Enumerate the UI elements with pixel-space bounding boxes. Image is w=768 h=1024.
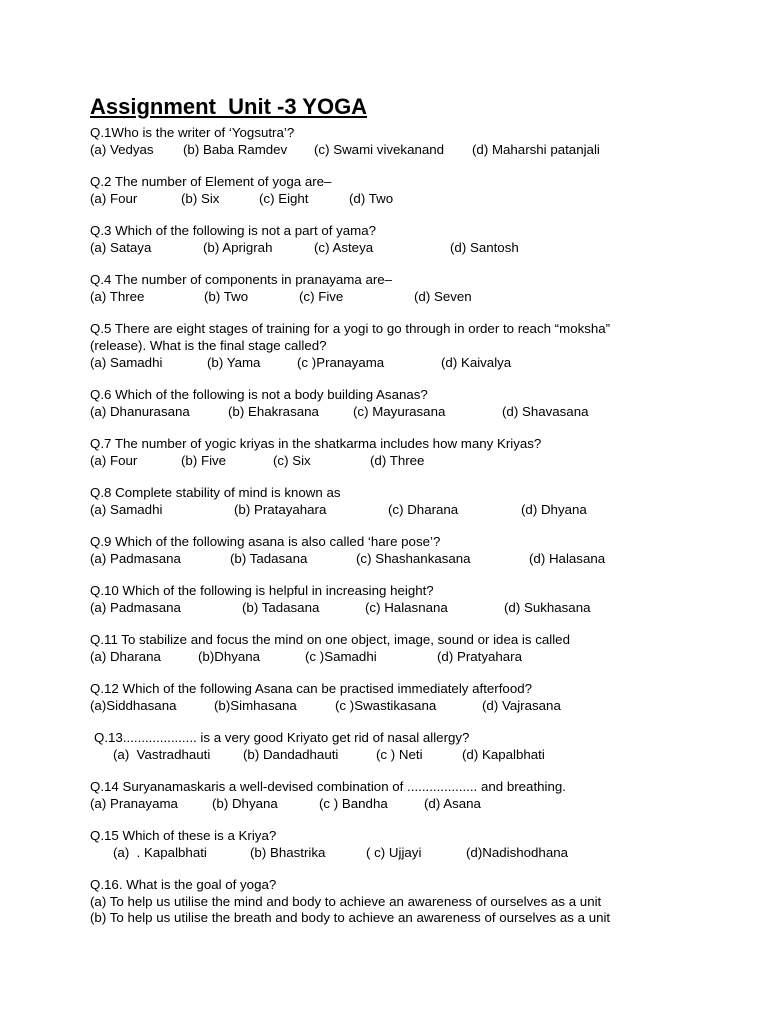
option-13b: (b) Dandadhauti [243,747,339,762]
option-4b: (b) Two [204,289,249,304]
question-10: Q.10 Which of the following is helpful in increasing height? [90,583,434,598]
option-8d: (d) Dhyana [521,502,587,517]
question-14: Q.14 Suryanamaskaris a well-devised combination of ................... and breathing. [90,779,566,794]
question-7: Q.7 The number of yogic kriyas in the shatkarma includes how many Kriyas? [90,436,542,451]
option-13d: (d) Kapalbhati [462,747,545,762]
option-8c: (c) Dharana [388,502,459,517]
option-1d: (d) Maharshi patanjali [472,142,600,157]
question-4: Q.4 The number of components in pranayama are– [90,272,393,287]
option-15a: (a) . Kapalbhati [113,845,207,860]
option-10c: (c) Halasnana [365,600,448,615]
question-12: Q.12 Which of the following Asana can be practised immediately afterfood? [90,681,532,696]
question-15: Q.15 Which of these is a Kriya? [90,828,277,843]
option-10d: (d) Sukhasana [504,600,591,615]
option-10a: (a) Padmasana [90,600,181,615]
option-3a: (a) Sataya [90,240,152,255]
option-1a: (a) Vedyas [90,142,154,157]
option-6c: (c) Mayurasana [353,404,446,419]
option-3d: (d) Santosh [450,240,519,255]
question-3: Q.3 Which of the following is not a part of yama? [90,223,377,238]
option-6b: (b) Ehakrasana [228,404,319,419]
option-6d: (d) Shavasana [502,404,589,419]
option-11b: (b)Dhyana [198,649,261,664]
option-8a: (a) Samadhi [90,502,163,517]
question-1: Q.1Who is the writer of ‘Yogsutra’? [90,125,295,140]
option-6a: (a) Dhanurasana [90,404,190,419]
question-11: Q.11 To stabilize and focus the mind on one object, image, sound or idea is called [90,632,570,647]
question-5: Q.5 There are eight stages of training for a yogi to go through in order to reach “moksha” [90,321,611,336]
option-12a: (a)Siddhasana [90,698,177,713]
page-title: Assignment Unit -3 YOGA [90,94,368,119]
option-7d: (d) Three [370,453,425,468]
option-5a: (a) Samadhi [90,355,163,370]
option-5d: (d) Kaivalya [441,355,512,370]
option-5b: (b) Yama [207,355,261,370]
option-4d: (d) Seven [414,289,472,304]
option-12d: (d) Vajrasana [482,698,561,713]
question-13: Q.13.................... is a very good Kriyato get rid of nasal allergy? [94,730,470,745]
option-11c: (c )Samadhi [305,649,377,664]
question-5-line-2: (release). What is the final stage called? [90,338,327,353]
question-2: Q.2 The number of Element of yoga are– [90,174,332,189]
option-16a: (a) To help us utilise the mind and body to achieve an awareness of ourselves as a unit [90,894,602,909]
option-13a: (a) Vastradhauti [113,747,211,762]
option-7a: (a) Four [90,453,138,468]
question-6: Q.6 Which of the following is not a body building Asanas? [90,387,428,402]
option-2d: (d) Two [349,191,394,206]
option-3c: (c) Asteya [314,240,374,255]
option-3b: (b) Aprigrah [203,240,273,255]
option-13c: (c ) Neti [376,747,423,762]
option-5c: (c )Pranayama [297,355,385,370]
option-2c: (c) Eight [259,191,309,206]
option-10b: (b) Tadasana [242,600,320,615]
question-9: Q.9 Which of the following asana is also called ‘hare pose’? [90,534,441,549]
option-16b: (b) To help us utilise the breath and body to achieve an awareness of ourselves as a unit [90,910,611,925]
option-2a: (a) Four [90,191,138,206]
option-12b: (b)Simhasana [214,698,297,713]
question-16: Q.16. What is the goal of yoga? [90,877,277,892]
option-7c: (c) Six [273,453,311,468]
option-1b: (b) Baba Ramdev [183,142,288,157]
option-11d: (d) Pratyahara [437,649,522,664]
option-14b: (b) Dhyana [212,796,278,811]
option-14a: (a) Pranayama [90,796,178,811]
option-9d: (d) Halasana [529,551,606,566]
option-2b: (b) Six [181,191,220,206]
option-14c: (c ) Bandha [319,796,388,811]
option-9c: (c) Shashankasana [356,551,471,566]
option-15b: (b) Bhastrika [250,845,326,860]
option-7b: (b) Five [181,453,227,468]
option-9b: (b) Tadasana [230,551,308,566]
question-8: Q.8 Complete stability of mind is known as [90,485,341,500]
option-4c: (c) Five [299,289,344,304]
option-11a: (a) Dharana [90,649,161,664]
option-1c: (c) Swami vivekanand [314,142,445,157]
option-4a: (a) Three [90,289,145,304]
option-14d: (d) Asana [424,796,481,811]
option-12c: (c )Swastikasana [335,698,437,713]
option-15c: ( c) Ujjayi [366,845,422,860]
option-9a: (a) Padmasana [90,551,181,566]
option-15d: (d)Nadishodhana [466,845,569,860]
option-8b: (b) Pratayahara [234,502,327,517]
